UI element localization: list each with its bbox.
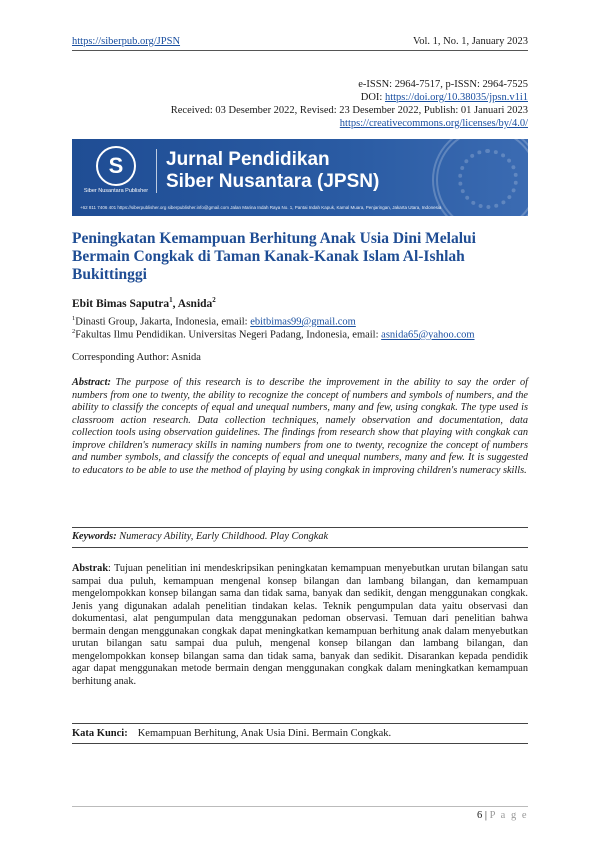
author-1: Ebit Bimas Saputra [72, 297, 170, 310]
kata-kunci-label: Kata Kunci: [72, 728, 128, 739]
kata-kunci-top-rule [72, 723, 528, 724]
keywords-top-rule [72, 527, 528, 528]
publisher-logo: S [96, 146, 136, 186]
affiliation-2 [72, 325, 528, 342]
kata-kunci-text: Kemampuan Berhitung, Anak Usia Dini. Bermain Congkak. [137, 728, 392, 739]
doi-link[interactable]: https://doi.org/10.38035/jpsn.v1i1 [384, 92, 528, 103]
affiliation-1-sup: 1 [72, 315, 76, 322]
abstract-text: The purpose of this research is to describe the improvement in the ability to say the order of numbers from one to twenty, the ability to recognize the concept of numbers and symbols of numbers, and the ability to classify the concepts of equal and unequal numbers, many and few, using congkak. The type used is classroom action research. Data collection techniques, namely observation and documentation, data collection tools using observation guidelines. The findings from research show that playing with congkak can improve children's numeracy skills in naming numbers from one to twenty, recognize the concept of numbers and number symbols, and classify the concepts of equal and unequal numbers, many and few. It is suggested to educators to be able to use the method of playing by using congkak in improving children's numeracy skills. [72, 377, 528, 476]
journal-title-line2: Siber Nusantara (JPSN) [166, 171, 380, 192]
abstrak-label: Abstrak [72, 563, 109, 574]
corresponding-author: Corresponding Author: Asnida [72, 352, 201, 363]
journal-url-link[interactable]: https://siberpub.org/JPSN [72, 36, 181, 47]
running-header [72, 36, 528, 50]
author-1-sup: 1 [169, 296, 173, 304]
page-footer [477, 810, 528, 821]
author-2: Asnida [177, 297, 213, 310]
doi-label: DOI: [360, 92, 385, 103]
affiliation-2-sup: 2 [72, 328, 76, 335]
keywords-bottom-rule [72, 547, 528, 548]
publisher-name: Siber Nusantara Publisher [83, 188, 149, 194]
keywords-label: Keywords: [72, 531, 117, 542]
article-title: Peningkatan Kemampuan Berhitung Anak Usia Dini Melalui Bermain Congkak di Taman Kanak-Kanak Islam Al-Ishlah Bukittinggi [72, 230, 476, 283]
license-line [171, 117, 528, 130]
affiliation-1-text: Dinasti Group, Jakarta, Indonesia, email: [75, 316, 251, 328]
issn-line: e-ISSN: 2964-7517, p-ISSN: 2964-7525 [358, 79, 528, 90]
abstract-english [72, 377, 528, 477]
banner-divider [156, 149, 157, 193]
email-link-2[interactable]: asnida65@yahoo.com [381, 329, 475, 341]
abstrak-indonesian [72, 563, 528, 688]
page-word: P a g e [489, 810, 528, 821]
email-link-1[interactable]: ebitbimas99@gmail.com [250, 316, 356, 328]
journal-banner [72, 139, 528, 216]
author-separator: , [172, 297, 178, 310]
volume-info: Vol. 1, No. 1, January 2023 [412, 36, 528, 47]
kata-kunci [72, 728, 391, 739]
license-link[interactable]: https://creativecommons.org/licenses/by/4.0/ [339, 118, 528, 129]
article-metadata [171, 78, 528, 130]
banner-contact: +62 811 7406 401 https://siberpublisher.org siberpublisher.info@gmail.com Jalan Marina Indah Raya No. 1, Pantai Indah Kapuk, Kamal Muara, Penjaringan, Jakarta Utara, Indonesia [80, 205, 442, 210]
journal-title-line1: Jurnal Pendidikan [166, 149, 330, 170]
keywords-text: Numeracy Ability, Early Childhood. Play Congkak [116, 531, 329, 542]
keywords-english [72, 531, 328, 542]
header-rule [72, 50, 528, 51]
abstrak-text: : Tujuan penelitian ini mendeskripsikan peningkatan kemampuan menyebutkan urutan bilangan satu sampai dua puluh, kemampuan mengenal konsep bilangan dan lambang bilangan, dan kemampuan mengelompokkan konsep bilangan sama dan tidak sama, banyak dan sedikit, dengan menggunakan congkak. Jenis yang digunakan adalah penelitian tindakan kelas. Teknik pengumpulan data yaitu observasi dan dokumentasi, alat pengumpulan data menggunakan pedoman observasi. Temuan dari penelitian bahwa bermain dengan menggunakan congkak dapat meningkatkan kemampuan berhitung anak dalam menyebutkan urutan bilangan satu sampai dua puluh, mengenal konsep bilangan dan lambang bilangan, dan mengelompokkan konsep bilangan sama dan tidak sama, banyak dan sedikit. Disarankan kepada pendidik agar dapat menggunakan metode bermain dengan menggunakan congkak dalam meningkatkan kemampuan berhitung anak. [72, 563, 528, 687]
author-2-sup: 2 [212, 296, 216, 304]
abstract-label: Abstract: [72, 377, 111, 388]
dates-line: Received: 03 Desember 2022, Revised: 23 Desember 2022, Publish: 01 Januari 2023 [170, 105, 528, 116]
page-separator: | [482, 810, 490, 821]
affiliation-2-text: Fakultas Ilmu Pendidikan. Universitas Negeri Padang, Indonesia, email: [75, 329, 382, 341]
doi-line [171, 91, 528, 104]
journal-title [166, 149, 379, 193]
ornament-inner-icon [458, 149, 518, 209]
footer-rule [72, 806, 528, 807]
author-line [72, 296, 216, 310]
page-number: 6 [476, 810, 483, 821]
kata-kunci-bottom-rule [72, 743, 528, 744]
